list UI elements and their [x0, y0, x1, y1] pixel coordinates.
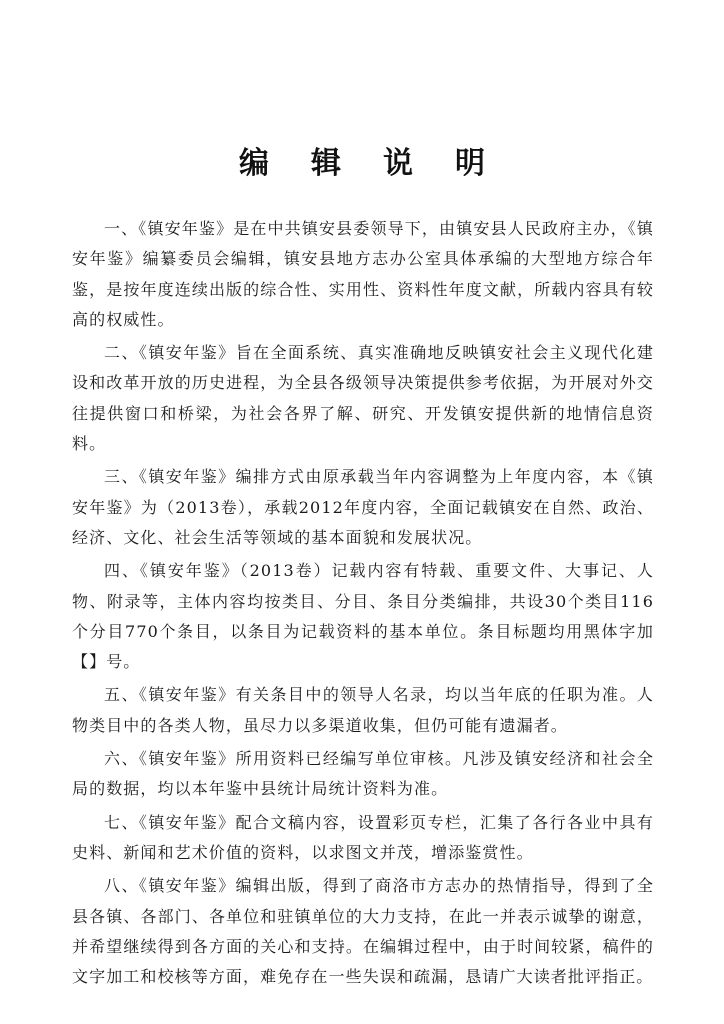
paragraph-6: 六、《镇安年鉴》所用资料已经编写单位审核。凡涉及镇安经济和社会全局的数据，均以本年鉴中县统计局统计资料为准。 — [72, 749, 654, 799]
paragraph-7: 七、《镇安年鉴》配合文稿内容，设置彩页专栏，汇集了各行各业中具有史料、新闻和艺术价值的资料，以求图文并茂，增添鉴赏性。 — [72, 812, 654, 862]
paragraph-5: 五、《镇安年鉴》有关条目中的领导人名录，均以当年底的任职为准。人物类目中的各类人物，虽尽力以多渠道收集，但仍可能有遗漏者。 — [72, 685, 654, 735]
paragraph-4: 四、《镇安年鉴》（2013卷）记载内容有特载、重要文件、大事记、人物、附录等，主体内容均按类目、分目、条目分类编排，共设30个类目116个分目770个条目，以条目为记载资料的基本单位。条目标题均用黑体字加【】号。 — [72, 561, 654, 672]
paragraph-1: 一、《镇安年鉴》是在中共镇安县委领导下，由镇安县人民政府主办，《镇安年鉴》编纂委员会编辑，镇安县地方志办公室具体承编的大型地方综合年鉴，是按年度连续出版的综合性、实用性、资料性年度文献，所载内容具有较高的权威性。 — [72, 219, 654, 329]
paragraph-2: 二、《镇安年鉴》旨在全面系统、真实准确地反映镇安社会主义现代化建设和改革开放的历史进程，为全县各级领导决策提供参考依据，为开展对外交往提供窗口和桥梁，为社会各界了解、研究、开发镇安提供新的地情信息资料。 — [72, 343, 654, 454]
page-title: 编辑说明 — [239, 146, 527, 181]
editorial-notes-body — [72, 214, 654, 995]
paragraph-3: 三、《镇安年鉴》编排方式由原承载当年内容调整为上年度内容，本《镇安年鉴》为（2013卷），承载2012年度内容，全面记载镇安在自然、政治、经济、文化、社会生活等领域的基本面貌和发展状况。 — [72, 467, 654, 547]
paragraph-8: 八、《镇安年鉴》编辑出版，得到了商洛市方志办的热情指导，得到了全县各镇、各部门、各单位和驻镇单位的大力支持，在此一并表示诚挚的谢意，并希望继续得到各方面的关心和支持。在编辑过程中，由于时间较紧，稿件的文字加工和校核等方面，难免存在一些失误和疏漏，恳请广大读者批评指正。 — [72, 876, 654, 987]
